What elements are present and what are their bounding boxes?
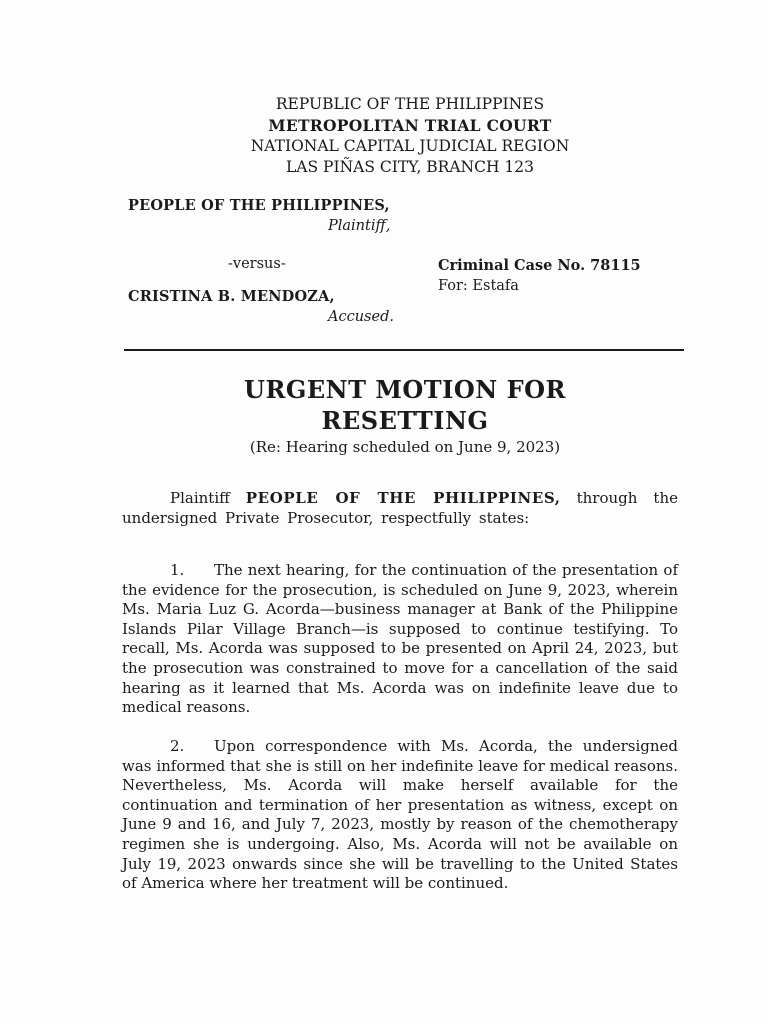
court-header-republic: REPUBLIC OF THE PHILIPPINES bbox=[275, 95, 545, 113]
motion-title-line2: RESETTING bbox=[321, 406, 489, 435]
accused-role: Accused. bbox=[328, 309, 394, 325]
paragraph-text: The next hearing, for the continuation of the presentation of the evidence for the prosecution, is scheduled on June 9, 2023, wherein Ms. Maria Luz G. Acorda—business manager at Bank of the Philippine Islands Pilar Village Branch—is supposed to continue testifying. To recall, Ms. Acorda was supposed to be presented on April 24, 2023, but the prosecution was constrained to move for a cancellation of the said hearing as it learned that Ms. Acorda was on indefinite leave due to medical reasons. bbox=[122, 561, 678, 717]
case-offense: For: Estafa bbox=[438, 278, 519, 294]
court-header-court: METROPOLITAN TRIAL COURT bbox=[268, 116, 552, 135]
court-header-region: NATIONAL CAPITAL JUDICIAL REGION bbox=[250, 137, 570, 155]
intro-paragraph bbox=[122, 489, 678, 528]
motion-title bbox=[180, 374, 630, 436]
caption-divider bbox=[124, 349, 684, 351]
case-caption-details bbox=[438, 256, 698, 296]
accused-name: CRISTINA B. MENDOZA, bbox=[128, 288, 335, 305]
case-number: Criminal Case No. 78115 bbox=[438, 257, 641, 274]
paragraph-1 bbox=[122, 561, 678, 718]
paragraph-number: 2. bbox=[170, 737, 185, 755]
motion-subtitle: (Re: Hearing scheduled on June 9, 2023) bbox=[249, 438, 561, 456]
court-header-branch: LAS PIÑAS CITY, BRANCH 123 bbox=[286, 158, 534, 176]
paragraph-text: Upon correspondence with Ms. Acorda, the undersigned was informed that she is still on her indefinite leave for medical reasons. Nevertheless, Ms. Acorda will make herself available for the continuation and termination of her presentation as witness, except on June 9 and 16, and July 7, 2023, mostly by reason of the chemotherapy regimen she is undergoing. Also, Ms. Acorda will not be available on July 19, 2023 onwards since she will be travelling to the United States of America where her treatment will be continued. bbox=[122, 737, 678, 893]
versus-label: -versus- bbox=[228, 256, 286, 272]
plaintiff-role: Plaintiff, bbox=[328, 218, 391, 234]
intro-party: PEOPLE OF THE PHILIPPINES, bbox=[245, 489, 561, 507]
paragraph-2 bbox=[122, 737, 678, 894]
intro-prefix: Plaintiff bbox=[170, 489, 230, 507]
motion-title-line1: URGENT MOTION FOR bbox=[244, 375, 566, 404]
plaintiff-name: PEOPLE OF THE PHILIPPINES, bbox=[128, 197, 390, 214]
intro-suffix: through the undersigned Private Prosecutor, respectfully states: bbox=[122, 489, 678, 527]
court-header bbox=[190, 94, 630, 178]
case-caption-parties bbox=[128, 196, 408, 327]
paragraph-number: 1. bbox=[170, 561, 185, 579]
